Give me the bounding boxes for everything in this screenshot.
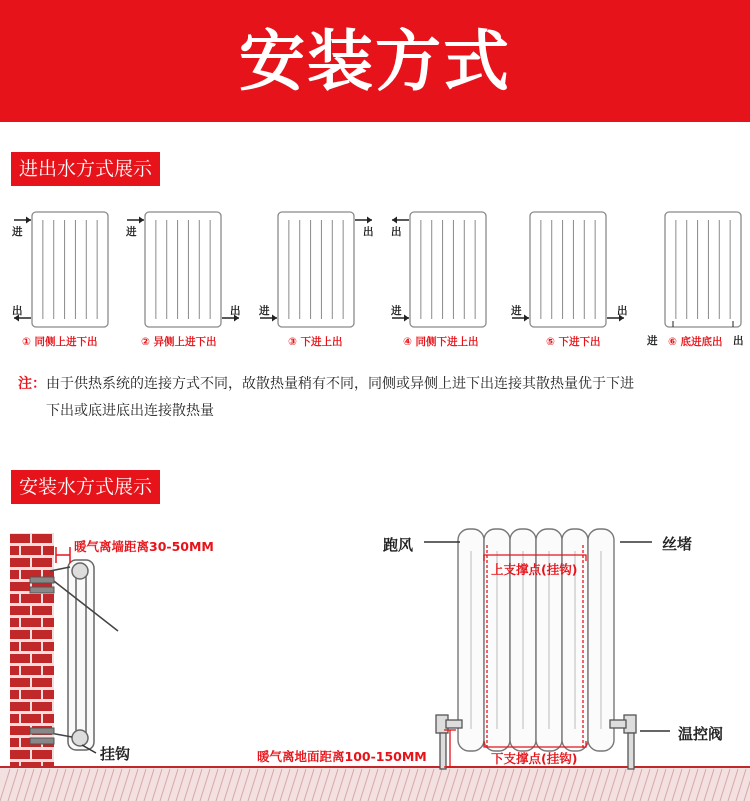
outlet-label: 出 xyxy=(12,305,23,317)
outlet-label: 出 xyxy=(617,305,628,317)
note-text-line1: 由于供热系统的连接方式不同，故散热量稍有不同，同侧或异侧上进下出连接其散热量优于下进 xyxy=(46,376,634,392)
side-radiator xyxy=(50,560,118,750)
section-title-inlet-outlet: 进出水方式展示 xyxy=(11,152,160,186)
plug-label: 丝堵 xyxy=(662,535,693,553)
page-title: 安装方式 xyxy=(239,23,511,100)
floor-distance-label: 暖气离地面距离100-150MM xyxy=(257,749,427,764)
outlet-label: 出 xyxy=(391,226,402,238)
radiator-diagram xyxy=(125,208,245,328)
diagram-caption: ⑤ 下进下出 xyxy=(546,336,601,348)
radiator-diagram xyxy=(12,208,132,328)
diagram-caption: ④ 同侧下进上出 xyxy=(403,336,479,348)
diagram-caption: ⑥ 底进底出 xyxy=(668,336,723,348)
radiator-diagram xyxy=(510,208,630,328)
outlet-label: 出 xyxy=(733,335,744,347)
brick-wall xyxy=(10,533,54,771)
note-label: 注： xyxy=(18,376,46,392)
radiator-diagram xyxy=(390,208,510,328)
lower-support-label: 下支撑点(挂钩) xyxy=(491,751,578,766)
hook-label: 挂钩 xyxy=(100,745,131,763)
inlet-label: 进 xyxy=(126,226,137,238)
inlet-label: 进 xyxy=(259,305,270,317)
valve-label: 温控阀 xyxy=(678,725,724,743)
inlet-label: 进 xyxy=(12,226,23,238)
wall-distance-marker xyxy=(56,547,70,563)
inlet-label: 进 xyxy=(391,305,402,317)
note-paragraph xyxy=(18,371,738,425)
note-text-line2: 下出或底进底出连接散热量 xyxy=(46,403,214,419)
radiator-diagram xyxy=(258,208,378,328)
upper-support-label: 上支撑点(挂钩) xyxy=(491,562,578,577)
diagram-caption: ③ 下进上出 xyxy=(288,336,343,348)
diagram-caption: ① 同侧上进下出 xyxy=(22,336,98,348)
section-title-installation: 安装水方式展示 xyxy=(11,470,160,504)
vent-label: 跑风 xyxy=(383,536,414,554)
wall-distance-label: 暖气离墙距离30-50MM xyxy=(74,539,214,554)
inlet-label: 进 xyxy=(511,305,522,317)
outlet-label: 出 xyxy=(363,226,374,238)
outlet-label: 出 xyxy=(230,305,241,317)
diagram-caption: ② 异侧上进下出 xyxy=(141,336,217,348)
radiator-diagram xyxy=(645,208,750,328)
inlet-label: 进 xyxy=(647,335,658,347)
header-banner xyxy=(0,0,750,122)
